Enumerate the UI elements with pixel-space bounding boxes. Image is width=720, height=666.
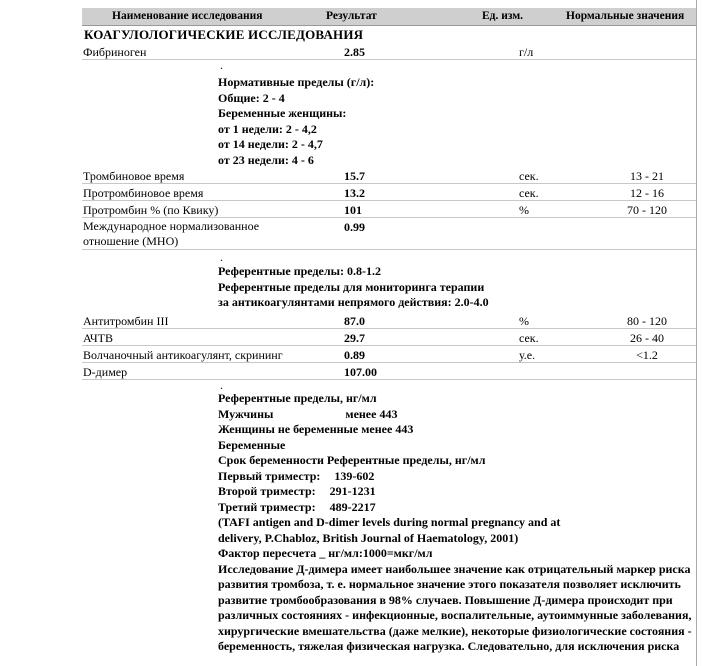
note-line: Референтные пределы: 0.8-1.2 [218,264,381,278]
page-edge [696,0,697,666]
note-line: от 14 недели: 2 - 4,7 [218,137,323,151]
row-unit: у.е. [519,348,536,362]
row-norm: 26 - 40 [630,331,664,345]
row-name: Фибриноген [83,45,147,59]
row-value: 15.7 [344,169,365,183]
note-line: различных состояниях - инфекционные, воспалительные, аутоиммунные заболевания, [218,608,692,622]
note-line: Женщины не беременные менее 443 [218,422,414,436]
row-prothrombin-quick [82,201,696,218]
t3-value: 489-2217 [329,499,376,514]
men-value: менее 443 [345,406,398,421]
row-d-dimer [82,363,696,380]
note-line: Общие: 2 - 4 [218,90,285,105]
row-unit: г/л [519,45,534,59]
row-unit: % [519,314,529,328]
row-antithrombin [82,312,696,329]
header-result: Результат [326,10,377,22]
row-value: 2.85 [344,45,365,59]
row-unit: сек. [519,186,539,200]
row-value: 13.2 [344,186,365,200]
t1-value: 139-602 [334,468,375,483]
note-line: Срок беременности Референтные пределы, нг/мл [218,453,486,467]
note-line: Нормативные пределы (г/л): [218,75,375,89]
note-line: развития тромбоза, т. е. нормальное значение этого показателя позволяет исключить [218,577,681,591]
note-line: от 23 недели: 4 - 6 [218,152,314,167]
row-norm: <1.2 [636,348,658,362]
row-name: Протромбин % (по Квику) [83,203,219,217]
fibrinogen-note [218,75,374,168]
row-name: Международное нормализованное [83,219,260,233]
note-line: Беременные женщины: [218,106,347,120]
row-aptt [82,329,696,346]
row-unit: сек. [519,331,539,345]
t3-label: Третий триместр: [218,499,316,514]
row-fibrinogen [82,43,696,60]
header-name: Наименование исследования [112,10,263,22]
row-value: 0.99 [344,220,365,234]
row-name: АЧТВ [83,331,113,345]
row-prothrombin-time [82,184,696,201]
row-value: 107.00 [344,365,377,379]
section-title: КОАГУЛОЛОГИЧЕСКИЕ ИССЛЕДОВАНИЯ [84,27,364,42]
note-line-men [218,407,692,423]
row-name: Антитромбин III [83,314,169,328]
note-line: от 1 недели: 2 - 4,2 [218,121,317,136]
inr-name [83,219,259,249]
row-name: Протромбиновое время [83,186,204,200]
note-line: развитие тромбообразования в 98% случаев. Повышение Д-димера происходит при [218,592,673,607]
t2-value: 291-1231 [329,484,376,498]
note-line: Референтные пределы для мониторинга терапии [218,279,485,294]
note-dot: . [220,250,223,264]
row-thrombin-time [82,167,696,184]
t1-label: Первый триместр: [218,468,321,483]
note-line: за антикоагулянтами непрямого действия: 2.0-4.0 [218,295,489,309]
note-line: Фактор пересчета _ нг/мл:1000=мкг/мл [218,546,433,560]
row-norm: 13 - 21 [630,169,664,183]
note-line: Исследование Д-димера имеет наибольшее значение как отрицательный маркер риска [218,561,691,576]
row-name: Тромбиновое время [83,169,185,183]
note-line: Беременные [218,437,286,452]
row-lupus-anticoagulant [82,346,696,363]
row-value: 29.7 [344,331,365,345]
note-line: хирургические вмешательства (даже мелкие), некоторые физиологические состояния - [218,623,692,638]
inr-note [218,264,489,311]
header-unit: Ед. изм. [482,10,524,22]
note-line: (TAFI antigen and D-dimer levels during normal pregnancy and at [218,515,561,529]
note-line: беременность, тяжелая физическая нагрузка. Следовательно, для исключения риска [218,639,680,653]
row-norm: 80 - 120 [627,314,667,328]
row-norm: 70 - 120 [627,203,667,217]
note-line: delivery, P.Chabloz, British Journal of Haematology, 2001) [218,530,519,545]
note-dot: . [220,58,223,72]
row-value: 101 [344,203,362,217]
note-line-t2 [218,484,692,500]
men-label: Мужчины [218,406,274,421]
row-norm: 12 - 16 [630,186,664,200]
row-name: Волчаночный антикоагулянт, скрининг [83,348,283,362]
row-value: 0.89 [344,348,365,362]
note-line-t3 [218,500,692,516]
row-unit: сек. [519,169,539,183]
row-name: D-димер [83,365,128,379]
t2-label: Второй триместр: [218,484,316,498]
note-dot: . [220,378,223,392]
ddimer-note [218,391,692,655]
table-header [82,8,696,26]
row-unit: % [519,203,529,217]
row-name: отношение (МНО) [83,234,179,248]
note-line: Референтные пределы, нг/мл [218,391,377,405]
row-value: 87.0 [344,314,365,328]
note-line-t1 [218,469,692,485]
header-norm: Нормальные значения [566,10,685,22]
